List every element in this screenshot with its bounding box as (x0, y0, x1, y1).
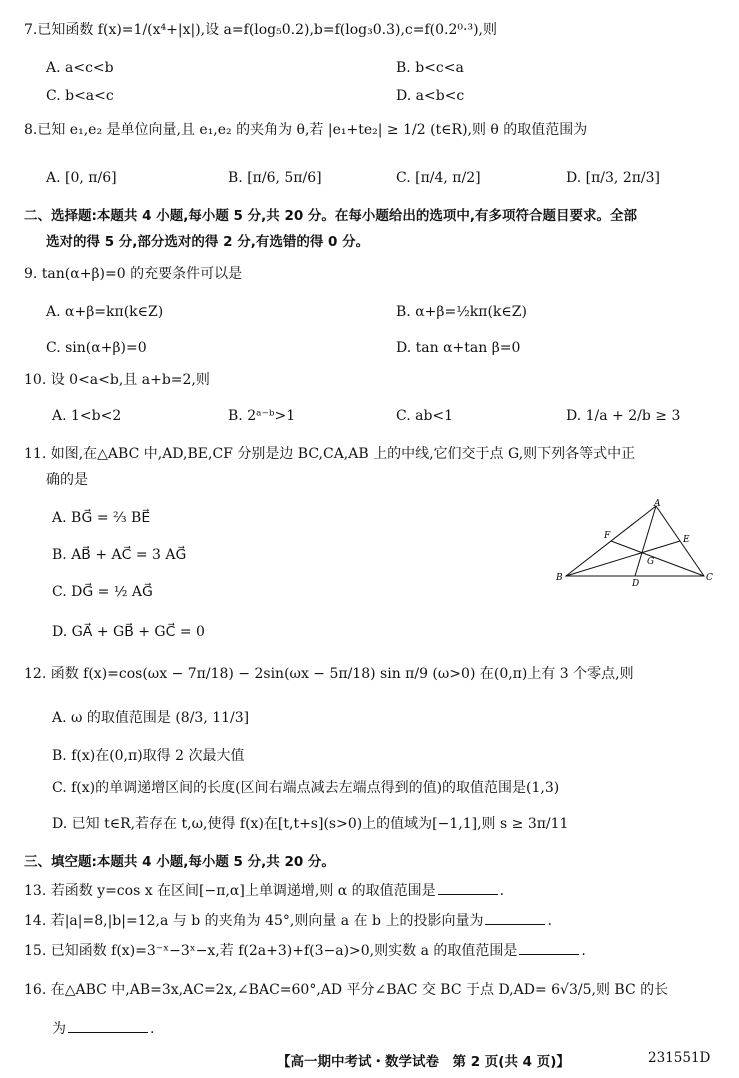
label-d: D (632, 579, 640, 588)
q9-stem: 9. tan(α+β)=0 的充要条件可以是 (24, 266, 243, 282)
q12-option-c: C. f(x)的单调递增区间的长度(区间右端点减去左端点得到的值)的取值范围是(1,3) (52, 780, 560, 796)
q10-stem: 10. 设 0<a<b,且 a+b=2,则 (24, 372, 210, 388)
q11-option-a: A. BG⃗ = ⅔ BE⃗ (52, 510, 151, 526)
q14-text: 14. 若|a|=8,|b|=12,a 与 b 的夹角为 45°,则向量 a 在 b 上的投影向量为 (24, 913, 484, 929)
median-cf (611, 541, 704, 576)
triangle-diagram (552, 498, 722, 588)
label-a: A (654, 499, 661, 509)
q13-answer-blank[interactable] (438, 880, 498, 895)
q10-option-a: A. 1<b<2 (52, 408, 122, 424)
q7-option-a: A. a<c<b (46, 60, 114, 76)
q12-option-b: B. f(x)在(0,π)取得 2 次最大值 (52, 748, 245, 764)
footer-code: 231551D (648, 1050, 711, 1066)
q12-option-d: D. 已知 t∈R,若存在 t,ω,使得 f(x)在[t,t+s](s>0)上的值域为[−1,1],则 s ≥ 3π/11 (52, 816, 569, 832)
q9-option-a: A. α+β=kπ(k∈Z) (46, 304, 164, 320)
q15-period: . (581, 943, 586, 959)
q13-text: 13. 若函数 y=cos x 在区间[−π,α]上单调递增,则 α 的取值范围是 (24, 883, 436, 899)
label-b: B (556, 573, 563, 583)
q16-text: 为 (52, 1021, 66, 1037)
section3-heading: 三、填空题:本题共 4 小题,每小题 5 分,共 20 分。 (24, 854, 335, 870)
q9-option-c: C. sin(α+β)=0 (46, 340, 147, 356)
q9-option-b: B. α+β=½kπ(k∈Z) (396, 304, 527, 320)
q8-option-c: C. [π/4, π/2] (396, 170, 481, 186)
q16-line2 (52, 1018, 154, 1039)
q15 (24, 940, 586, 961)
q16-period: . (150, 1021, 155, 1037)
q12-option-a: A. ω 的取值范围是 (8/3, 11/3] (52, 710, 250, 726)
q11-option-d: D. GA⃗ + GB⃗ + GC⃗ = 0 (52, 624, 205, 640)
q16-answer-blank[interactable] (68, 1018, 148, 1033)
q7-option-d: D. a<b<c (396, 88, 465, 104)
q7-stem: 7.已知函数 f(x)=1/(x⁴+|x|),设 a=f(log₅0.2),b=f(log₃0.3),c=f(0.2⁰·³),则 (24, 22, 497, 38)
q14-answer-blank[interactable] (485, 910, 545, 925)
section2-heading-line2: 选对的得 5 分,部分选对的得 2 分,有选错的得 0 分。 (46, 234, 370, 250)
q8-option-d: D. [π/3, 2π/3] (566, 170, 661, 186)
label-e: E (683, 535, 690, 545)
q9-option-d: D. tan α+tan β=0 (396, 340, 521, 356)
q14-period: . (547, 913, 552, 929)
label-f: F (604, 531, 611, 541)
q15-text: 15. 已知函数 f(x)=3⁻ˣ−3ˣ−x,若 f(2a+3)+f(3−a)>0,则实数 a 的取值范围是 (24, 943, 518, 959)
median-be (566, 541, 680, 576)
label-g: G (647, 557, 655, 567)
q10-option-d: D. 1/a + 2/b ≥ 3 (566, 408, 681, 424)
footer-title: 【高一期中考试・数学试卷 第 2 页(共 4 页)】 (277, 1054, 570, 1070)
q11-option-b: B. AB⃗ + AC⃗ = 3 AG⃗ (52, 547, 187, 563)
q10-option-b: B. 2ᵃ⁻ᵇ>1 (228, 408, 296, 424)
q8-option-b: B. [π/6, 5π/6] (228, 170, 322, 186)
q11-stem-line1: 11. 如图,在△ABC 中,AD,BE,CF 分别是边 BC,CA,AB 上的中线,它们交于点 G,则下列各等式中正 (24, 446, 636, 462)
q13-period: . (499, 883, 505, 899)
q12-stem: 12. 函数 f(x)=cos(ωx − 7π/18) − 2sin(ωx − 5π/18) sin π/9 (ω>0) 在(0,π)上有 3 个零点,则 (24, 666, 634, 682)
q16-line1: 16. 在△ABC 中,AB=3x,AC=2x,∠BAC=60°,AD 平分∠BAC 交 BC 于点 D,AD= 6√3/5,则 BC 的长 (24, 982, 669, 998)
q11-option-c: C. DG⃗ = ½ AG⃗ (52, 584, 153, 600)
q8-stem: 8.已知 e₁,e₂ 是单位向量,且 e₁,e₂ 的夹角为 θ,若 |e₁+te₂| ≥ 1/2 (t∈R),则 θ 的取值范围为 (24, 122, 588, 138)
q7-option-b: B. b<c<a (396, 60, 464, 76)
q8-option-a: A. [0, π/6] (46, 170, 117, 186)
section2-heading-line1: 二、选择题:本题共 4 小题,每小题 5 分,共 20 分。在每小题给出的选项中,有多项符合题目要求。全部 (24, 208, 638, 224)
q13 (24, 880, 504, 901)
q11-stem-line2: 确的是 (46, 472, 88, 488)
q10-option-c: C. ab<1 (396, 408, 454, 424)
q7-option-c: C. b<a<c (46, 88, 114, 104)
label-c: C (706, 573, 713, 583)
q15-answer-blank[interactable] (519, 940, 579, 955)
q14 (24, 910, 552, 931)
